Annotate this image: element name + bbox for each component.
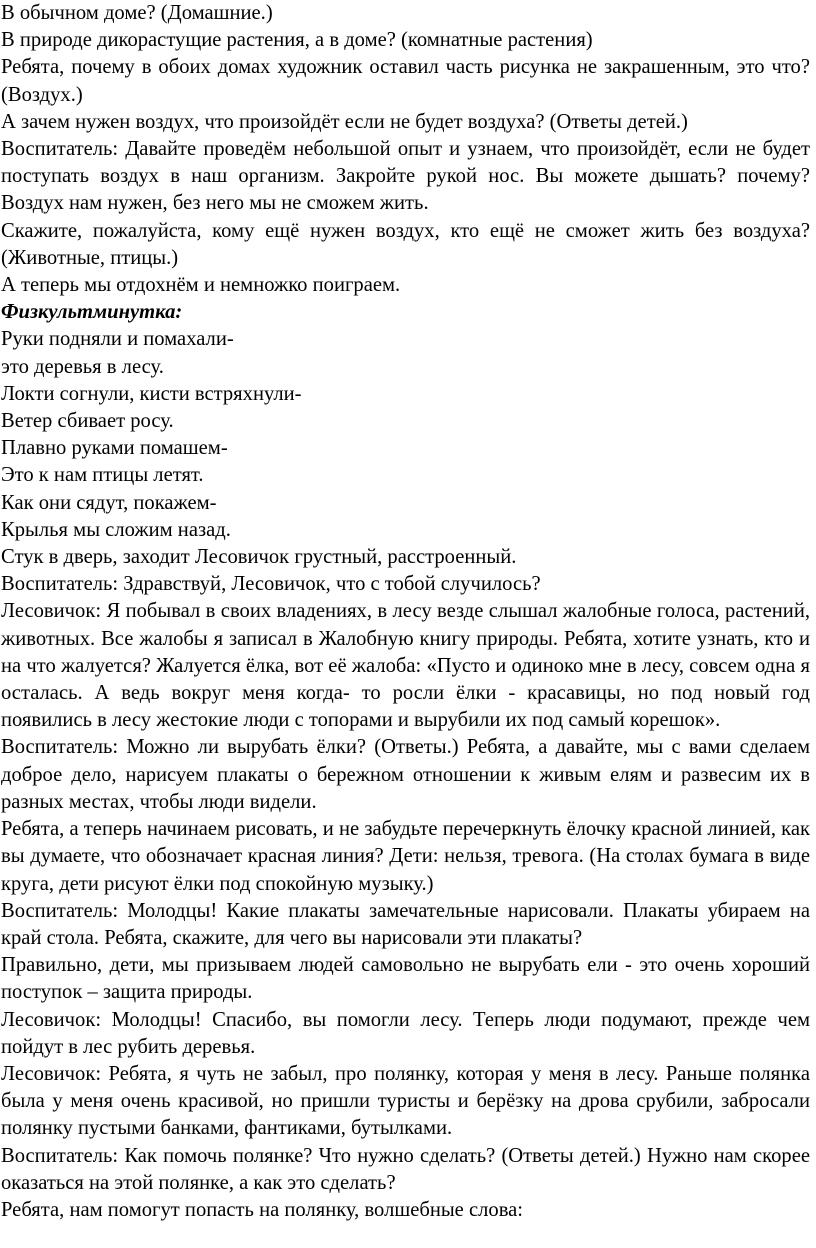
poem-line: Локти согнули, кисти встряхнули-: [1, 382, 302, 405]
paragraph: Стук в дверь, заходит Лесовичок грустный, расстроенный.: [1, 546, 517, 569]
paragraph: Воспитатель: Можно ли вырубать ёлки? (Ответы.) Ребята, а давайте, мы с вами сделаем доброе дело, нарисуем плакаты о бережном отношении к живым елям и развесим их в разных местах, чтобы люди видели.: [1, 736, 810, 813]
paragraph: Воспитатель: Здравствуй, Лесовичок, что с тобой случилось?: [1, 573, 541, 596]
poem-line: Крылья мы сложим назад.: [1, 518, 231, 541]
paragraph: Воспитатель: Молодцы! Какие плакаты замечательные нарисовали. Плакаты убираем на край стола. Ребята, скажите, для чего вы нарисовали эти плакаты?: [1, 899, 810, 949]
poem-line: Как они сядут, покажем-: [1, 491, 217, 514]
poem-line: это деревья в лесу.: [1, 355, 164, 378]
paragraph: Лесовичок: Ребята, я чуть не забыл, про полянку, которая у меня в лесу. Раньше полянка была у меня очень красивой, но пришли туристы и берёзку на дрова срубили, забросали полянку пустыми банками, фантиками, бутылками.: [1, 1062, 810, 1140]
paragraph: Воспитатель: Как помочь полянке? Что нужно сделать? (Ответы детей.) Нужно нам скорее оказаться на этой полянке, а как это сделать?: [1, 1144, 810, 1194]
paragraph: Скажите, пожалуйста, кому ещё нужен воздух, кто ещё не сможет жить без воздуха? (Животные, птицы.): [1, 219, 810, 269]
paragraph: В природе дикорастущие растения, а в доме? (комнатные растения): [1, 29, 593, 52]
section-heading: Физкультминутка:: [1, 301, 183, 324]
paragraph: Лесовичок: Я побывал в своих владениях, в лесу везде слышал жалобные голоса, растений, животных. Все жалобы я записал в Жалобную книгу природы. Ребята, хотите узнать, кто и на что жалуется? Жалуется ёлка, вот её жалоба: «Пусто и одиноко мне в лесу, совсем одна я осталась. А ведь вокруг меня когда- то росли ёлки - красавицы, но под новый год появились в лесу жестокие люди с топорами и вырубили их под самый корешок».: [1, 600, 810, 732]
paragraph: Ребята, почему в обоих домах художник оставил часть рисунка не закрашенным, это что? (Воздух.): [1, 56, 810, 106]
paragraph: Ребята, нам помогут попасть на полянку, волшебные слова:: [1, 1198, 524, 1221]
paragraph: Лесовичок: Молодцы! Спасибо, вы помогли лесу. Теперь люди подумают, прежде чем пойдут в лес рубить деревья.: [1, 1008, 810, 1058]
paragraph: А теперь мы отдохнём и немножко поиграем.: [1, 274, 401, 297]
poem-line: Это к нам птицы летят.: [1, 464, 204, 487]
paragraph: В обычном доме? (Домашние.): [1, 2, 273, 24]
paragraph: Воспитатель: Давайте проведём небольшой опыт и узнаем, что произойдёт, если не будет поступать воздух в наш организм. Закройте рукой нос. Вы можете дышать? почему? Воздух нам нужен, без него мы не сможем жить.: [1, 138, 810, 215]
poem-line: Руки подняли и помахали-: [1, 328, 234, 351]
poem-line: Ветер сбивает росу.: [1, 410, 174, 433]
paragraph: Ребята, а теперь начинаем рисовать, и не забудьте перечеркнуть ёлочку красной линией, как вы думаете, что обозначает красная линия? Дети: нельзя, тревога. (На столах бумага в виде круга, дети рисуют ёлки под спокойную музыку.): [1, 818, 810, 895]
poem-line: Плавно руками помашем-: [1, 437, 228, 460]
paragraph: А зачем нужен воздух, что произойдёт если не будет воздуха? (Ответы детей.): [1, 110, 688, 133]
paragraph: Правильно, дети, мы призываем людей самовольно не вырубать ели - это очень хороший поступок – защита природы.: [1, 954, 810, 1004]
